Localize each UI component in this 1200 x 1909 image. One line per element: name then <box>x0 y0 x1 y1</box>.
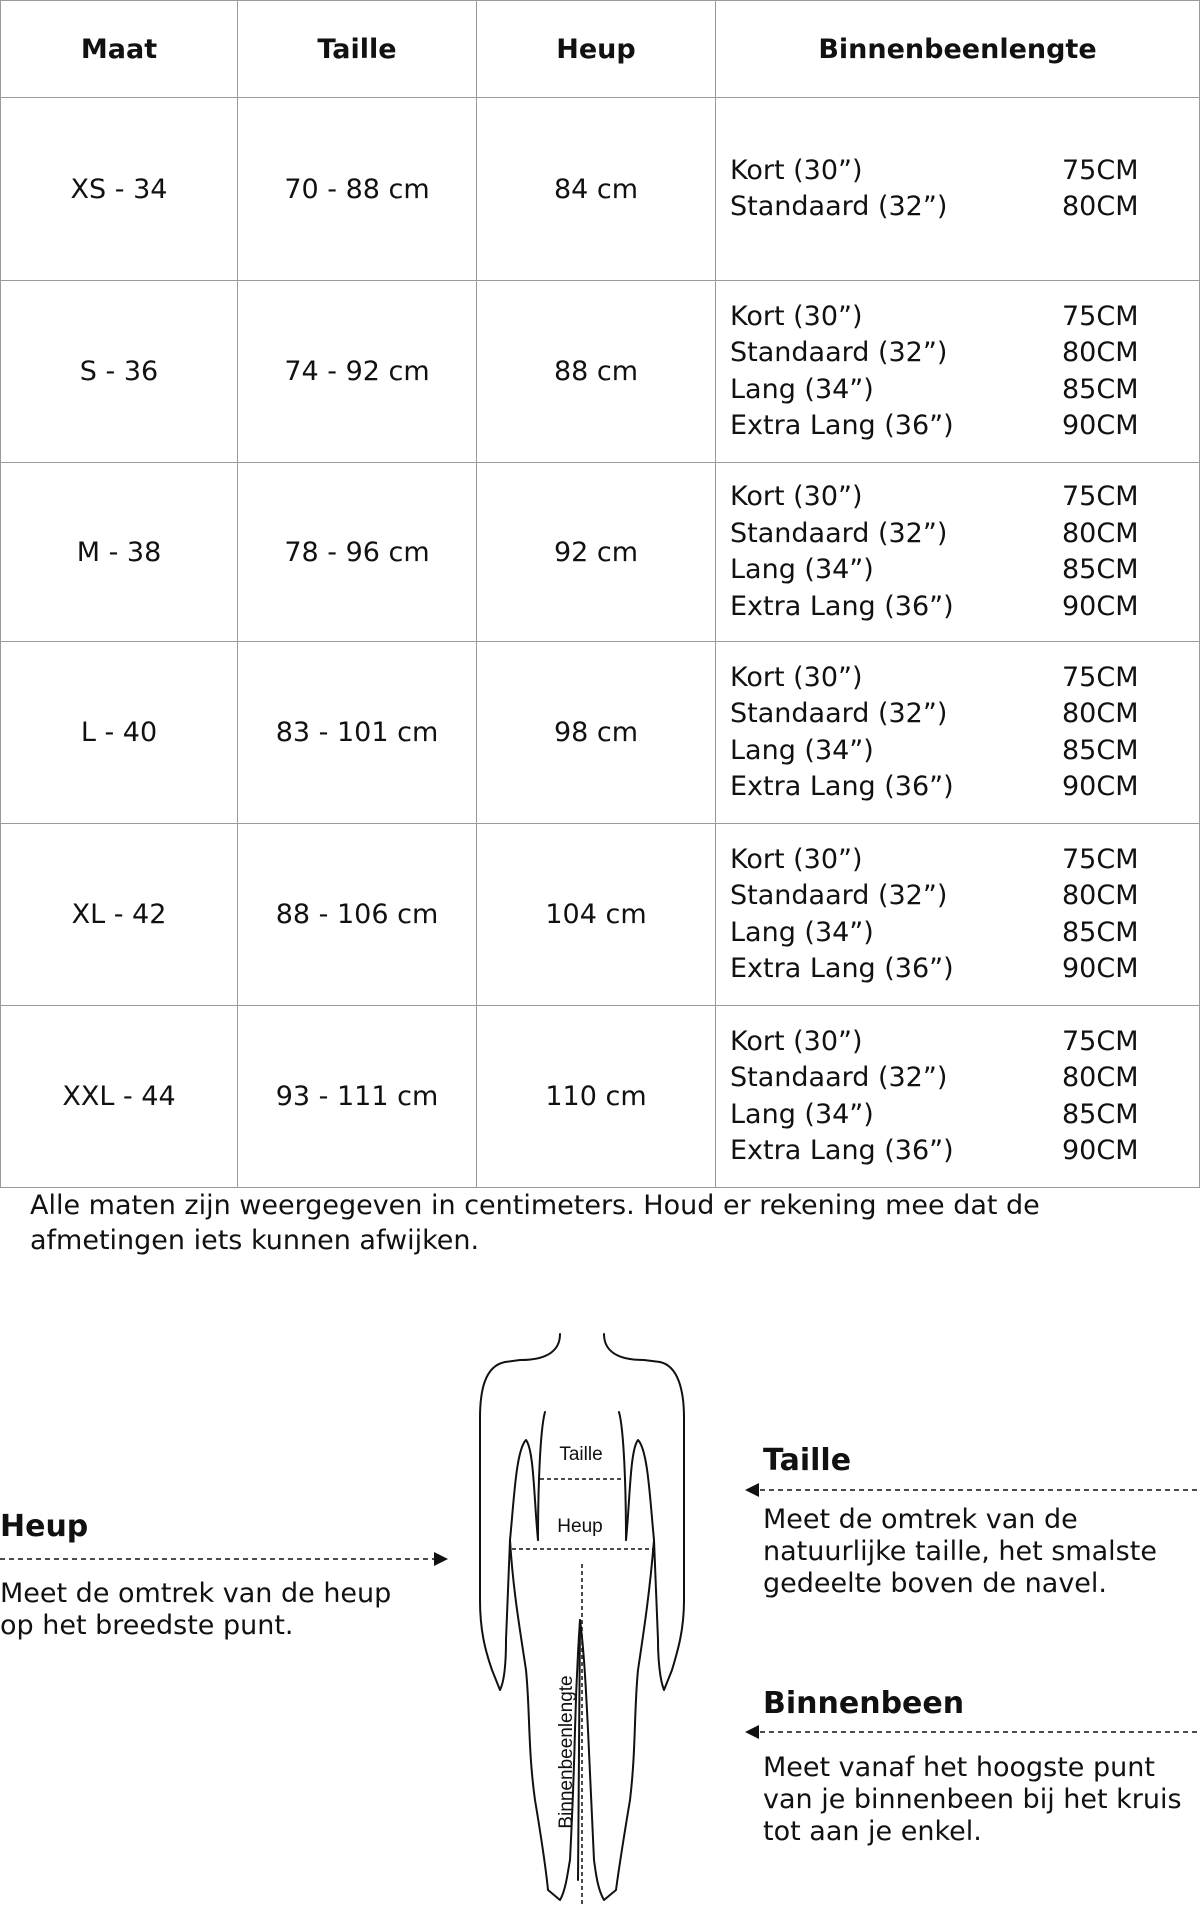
cell-size: S - 36 <box>1 281 238 463</box>
header-waist: Taille <box>238 1 477 98</box>
inseam-length-label: Extra Lang (36”) <box>730 953 954 984</box>
inseam-length-value: 80CM <box>1062 191 1139 222</box>
inseam-length-value: 85CM <box>1062 1098 1139 1130</box>
inseam-length-value: 80CM <box>1062 1062 1139 1093</box>
cell-size: M - 38 <box>1 463 238 642</box>
inseam-length-option <box>730 769 1138 806</box>
cell-inseam-lengths <box>716 1006 1200 1188</box>
left-arm-inner <box>510 1440 538 1540</box>
inseam-length-label: Standaard (32”) <box>730 337 948 368</box>
waist-title: Taille <box>763 1443 852 1478</box>
inseam-length-option <box>730 408 1138 445</box>
inseam-length-option <box>730 479 1138 516</box>
cell-waist: 70 - 88 cm <box>238 98 477 281</box>
inseam-description: Meet vanaf het hoogste punt van je binnenbeen bij het kruis tot aan je enkel. <box>763 1752 1182 1847</box>
cell-hip: 92 cm <box>477 463 716 642</box>
inseam-length-option <box>730 299 1138 336</box>
figure-hip-label: Heup <box>557 1516 603 1537</box>
cell-hip: 88 cm <box>477 281 716 463</box>
cell-hip: 110 cm <box>477 1006 716 1188</box>
inseam-length-option <box>730 335 1138 372</box>
inseam-length-option <box>730 660 1138 697</box>
hip-title: Heup <box>0 1509 89 1544</box>
inseam-length-option <box>730 1024 1138 1061</box>
cell-waist: 93 - 111 cm <box>238 1006 477 1188</box>
inseam-length-option <box>730 915 1138 952</box>
inseam-length-value: 75CM <box>1062 300 1139 332</box>
body-measurement-figure <box>0 1300 1200 1909</box>
inseam-length-option <box>730 552 1138 589</box>
inseam-length-value: 80CM <box>1062 517 1139 549</box>
inseam-length-label: Lang (34”) <box>730 373 874 405</box>
cell-inseam-lengths <box>716 824 1200 1006</box>
inseam-length-value: 90CM <box>1062 1135 1139 1166</box>
cell-hip: 84 cm <box>477 98 716 281</box>
inseam-length-label: Standaard (32”) <box>730 517 948 549</box>
hip-description: Meet de omtrek van de heup op het breedste punt. <box>0 1578 392 1641</box>
inseam-length-option <box>730 189 1138 226</box>
waist-arrow-head <box>745 1483 759 1497</box>
inseam-length-label: Kort (30”) <box>730 300 863 332</box>
torso-left <box>538 1412 545 1540</box>
inseam-length-value: 80CM <box>1062 698 1139 729</box>
table-row <box>1 642 1200 824</box>
inseam-length-label: Standaard (32”) <box>730 191 948 222</box>
table-row <box>1 824 1200 1006</box>
inseam-length-option <box>730 372 1138 409</box>
inseam-length-option <box>730 878 1138 915</box>
cell-size: XL - 42 <box>1 824 238 1006</box>
header-hip: Heup <box>477 1 716 98</box>
inseam-length-value: 90CM <box>1062 410 1139 441</box>
inseam-length-label: Standaard (32”) <box>730 1062 948 1093</box>
cell-size: XXL - 44 <box>1 1006 238 1188</box>
torso-right <box>619 1412 626 1540</box>
table-row <box>1 281 1200 463</box>
table-row <box>1 1006 1200 1188</box>
inseam-length-value: 85CM <box>1062 373 1139 405</box>
inseam-length-value: 80CM <box>1062 337 1139 368</box>
size-table-header <box>1 1 1200 98</box>
inseam-length-option <box>730 153 1138 190</box>
inseam-length-option <box>730 516 1138 553</box>
inseam-length-label: Standaard (32”) <box>730 698 948 729</box>
header-size: Maat <box>1 1 238 98</box>
inseam-length-label: Kort (30”) <box>730 481 863 512</box>
cell-waist: 83 - 101 cm <box>238 642 477 824</box>
table-row <box>1 98 1200 281</box>
cell-size: L - 40 <box>1 642 238 824</box>
cell-inseam-lengths <box>716 642 1200 824</box>
inseam-length-value: 90CM <box>1062 771 1139 802</box>
inseam-length-label: Lang (34”) <box>730 916 874 948</box>
inseam-length-value: 85CM <box>1062 554 1139 585</box>
inseam-length-label: Kort (30”) <box>730 154 863 186</box>
inseam-length-label: Extra Lang (36”) <box>730 771 954 802</box>
inseam-length-label: Kort (30”) <box>730 1025 863 1057</box>
inseam-length-option <box>730 1060 1138 1097</box>
cell-size: XS - 34 <box>1 98 238 281</box>
inseam-length-label: Standaard (32”) <box>730 880 948 911</box>
inseam-length-option <box>730 1133 1138 1170</box>
right-arm-inner <box>626 1440 654 1540</box>
inseam-length-option <box>730 842 1138 879</box>
table-row <box>1 463 1200 642</box>
inseam-length-option <box>730 589 1138 626</box>
inseam-length-option <box>730 696 1138 733</box>
inseam-length-label: Kort (30”) <box>730 843 863 875</box>
inseam-length-option <box>730 951 1138 988</box>
cell-waist: 74 - 92 cm <box>238 281 477 463</box>
waist-description: Meet de omtrek van de natuurlijke taille, het smalste gedeelte boven de navel. <box>763 1504 1157 1599</box>
cell-hip: 98 cm <box>477 642 716 824</box>
figure-waist-label: Taille <box>559 1444 603 1465</box>
cell-waist: 88 - 106 cm <box>238 824 477 1006</box>
inseam-length-value: 85CM <box>1062 916 1139 948</box>
inseam-length-label: Lang (34”) <box>730 734 874 766</box>
inseam-length-value: 75CM <box>1062 661 1139 693</box>
inseam-length-value: 90CM <box>1062 953 1139 984</box>
inseam-length-label: Kort (30”) <box>730 661 863 693</box>
cell-hip: 104 cm <box>477 824 716 1006</box>
inseam-length-value: 85CM <box>1062 734 1139 766</box>
hip-arrow-head <box>434 1552 448 1566</box>
figure-inseam-label: Binnenbeenlengte <box>556 1675 577 1829</box>
inseam-length-label: Lang (34”) <box>730 554 874 585</box>
inseam-length-value: 75CM <box>1062 154 1139 186</box>
cell-inseam-lengths <box>716 98 1200 281</box>
inseam-title: Binnenbeen <box>763 1686 965 1721</box>
inseam-length-label: Extra Lang (36”) <box>730 590 954 622</box>
inseam-arrow-head <box>745 1725 759 1739</box>
inseam-length-value: 75CM <box>1062 481 1139 512</box>
inseam-length-value: 80CM <box>1062 880 1139 911</box>
cell-inseam-lengths <box>716 463 1200 642</box>
measurement-note: Alle maten zijn weergegeven in centimeters. Houd er rekening mee dat de afmetingen iets kunnen afwijken. <box>30 1190 1040 1256</box>
inseam-length-label: Lang (34”) <box>730 1098 874 1130</box>
inseam-length-option <box>730 1097 1138 1134</box>
inseam-length-value: 75CM <box>1062 1025 1139 1057</box>
inseam-length-label: Extra Lang (36”) <box>730 1135 954 1166</box>
cell-waist: 78 - 96 cm <box>238 463 477 642</box>
inseam-length-label: Extra Lang (36”) <box>730 410 954 441</box>
header-inseam: Binnenbeenlengte <box>716 1 1200 98</box>
inseam-length-value: 75CM <box>1062 843 1139 875</box>
inseam-length-option <box>730 733 1138 770</box>
inseam-length-value: 90CM <box>1062 590 1139 622</box>
cell-inseam-lengths <box>716 281 1200 463</box>
